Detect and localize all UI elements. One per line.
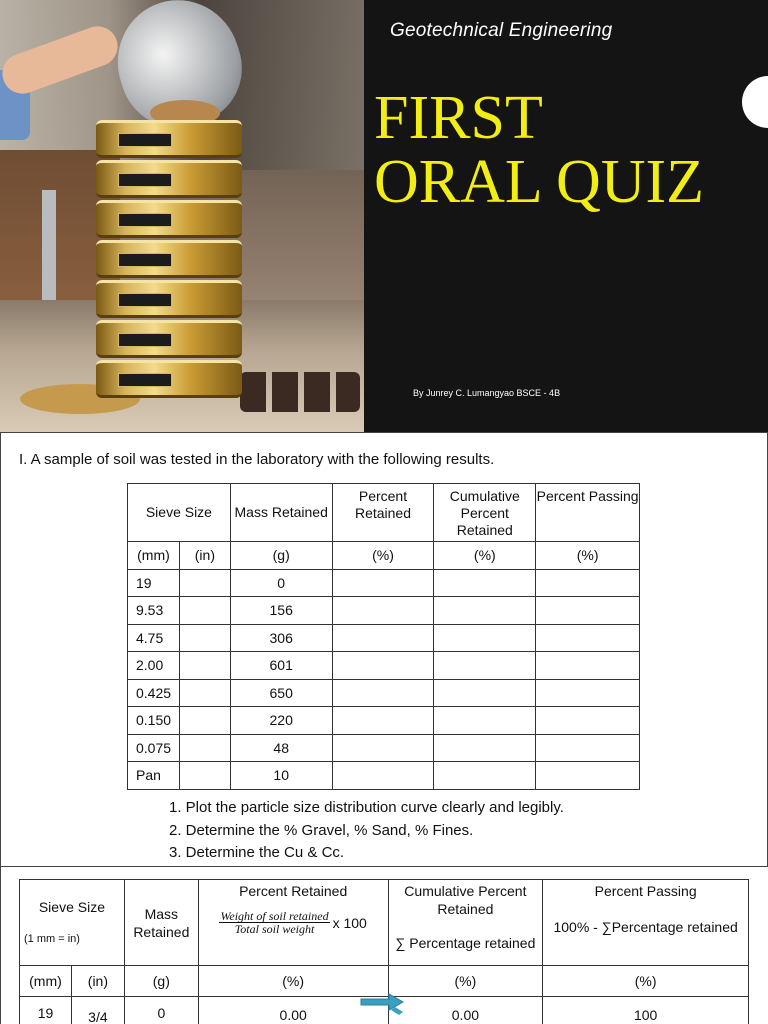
header-cumulative: Cumulative Percent Retained (434, 484, 536, 542)
header-percent-passing: Percent Passing 100% - ∑Percentage retained (543, 880, 749, 966)
instruction-item: 3. Determine the Cu & Cc. (169, 844, 345, 861)
units-row: (mm) (in) (g) (%) (%) (%) (128, 542, 640, 570)
header-percent-retained: Percent Retained $\frac{\text{Weight of soil retained}}{\text{Total soil weight}}$ x 100 (198, 880, 388, 966)
header-sieve-size: Sieve Size (128, 484, 231, 542)
header-sieve-size: Sieve Size (1 mm = in) (20, 880, 125, 966)
table-row: 4.75 306 (128, 624, 640, 652)
header-percent-passing: Percent Passing (536, 484, 640, 542)
table-row: 0.075 48 (128, 734, 640, 762)
percent-retained-formula: $\frac{\text{Weight of soil retained}}{\text{Total soil weight}}$ x 100 (220, 909, 367, 936)
title-line-2: ORAL QUIZ (374, 148, 705, 216)
table-row: 19 3/4 0 0.00 0.00 100 (20, 997, 749, 1024)
passing-formula: 100% - ∑Percentage retained (553, 919, 738, 935)
header-cumulative: Cumulative Percent Retained ∑ Percentage retained (388, 880, 543, 966)
cover-slide (0, 0, 768, 432)
title-line-1: FIRST (374, 84, 543, 152)
instruction-item: 1. Plot the particle size distribution curve clearly and legibly. (169, 799, 564, 816)
table-row: 19 0 (128, 569, 640, 597)
table-row: 0.150 220 (128, 707, 640, 735)
question-text: I. A sample of soil was tested in the laboratory with the following results. (19, 451, 495, 468)
units-row: (mm) (in) (g) (%) (%) (%) (20, 966, 749, 997)
solution-slide (0, 866, 768, 1024)
right-arrow-icon (359, 993, 405, 1015)
decorative-tab (742, 76, 768, 128)
instructions-list (169, 797, 564, 865)
cumulative-formula: ∑ Percentage retained (395, 935, 536, 951)
header-percent-retained: Percent Retained (332, 484, 434, 542)
header-mass-retained: Mass Retained (230, 484, 332, 542)
cover-title (374, 86, 704, 214)
header-mass-retained: Mass Retained (124, 880, 198, 966)
instruction-item: 2. Determine the % Gravel, % Sand, % Fines. (169, 821, 474, 839)
table-row: Pan 10 (128, 762, 640, 790)
sieve-data-table (127, 483, 640, 790)
question-slide (0, 432, 768, 868)
table-row: 2.00 601 (128, 652, 640, 680)
cover-subtitle: Geotechnical Engineering (390, 20, 613, 41)
cover-author: By Junrey C. Lumangyao BSCE - 4B (413, 388, 561, 398)
unit-conversion-note: (1 mm = in) (24, 932, 80, 945)
brass-sieve-stack (96, 120, 242, 420)
table-row: 9.53 156 (128, 597, 640, 625)
table-row: 0.425 650 (128, 679, 640, 707)
sieve-stack-photo (0, 0, 364, 432)
